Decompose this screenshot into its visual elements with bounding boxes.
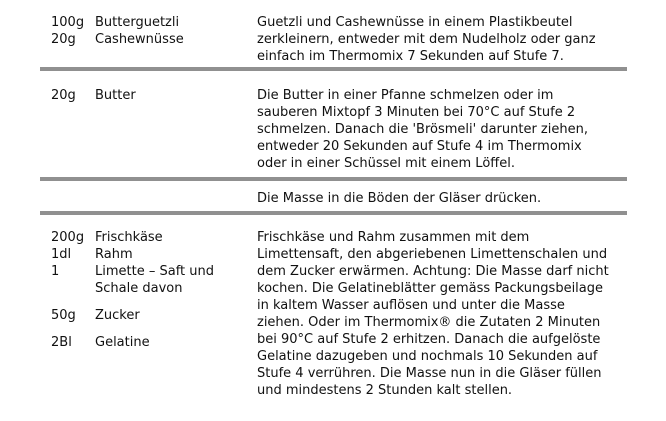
recipe-step-2 xyxy=(0,71,666,181)
ingredient-quantity: 100g xyxy=(51,15,85,30)
recipe-step-4 xyxy=(0,215,666,421)
step-instruction: Die Masse in die Böden der Gläser drücken. xyxy=(257,191,542,206)
ingredient-name: Frischkäse xyxy=(95,230,163,245)
ingredient-name: Cashewnüsse xyxy=(95,32,184,47)
ingredient-quantity: 20g xyxy=(51,32,76,47)
ingredient-quantity: 2Bl xyxy=(51,335,72,350)
step-instruction: Die Butter in einer Pfanne schmelzen oder im sauberen Mixtopf 3 Minuten bei 70°C auf Stufe 2 schmelzen. Danach die 'Brösmeli' darunter ziehen, entweder 20 Sekunden auf Stufe 4 im Thermomix oder in einer Schüssel mit einem Löffel. xyxy=(257,88,588,171)
ingredient-row xyxy=(51,263,251,297)
ingredient-name: Butterguetzli xyxy=(95,15,180,30)
ingredient-name: Zucker xyxy=(95,308,140,323)
ingredient-quantity: 1 xyxy=(51,264,60,279)
ingredient-name: Gelatine xyxy=(95,335,150,350)
step-instruction: Frischkäse und Rahm zusammen mit dem Limettensaft, den abgeriebenen Limettenschalen und dem Zucker erwärmen. Achtung: Die Masse darf nicht kochen. Die Gelatineblätter gemäss Packungsbeilage in kaltem Wasser auflösen und unter die Masse ziehen. Oder im Thermomix® die Zutaten 2 Minuten bei 90°C auf Stufe 2 erhitzen. Danach die aufgelöste Gelatine dazugeben und nochmals 10 Sekunden auf Stufe 4 verrühren. Die Masse nun in die Gläser füllen und mindestens 2 Stunden kalt stellen. xyxy=(257,230,609,398)
ingredient-quantity: 1dl xyxy=(51,247,72,262)
ingredient-row xyxy=(51,31,251,48)
recipe-step-3 xyxy=(0,181,666,215)
ingredient-list xyxy=(51,14,251,48)
ingredient-list xyxy=(51,87,251,104)
recipe-step-1 xyxy=(0,0,666,71)
ingredient-quantity: 20g xyxy=(51,88,76,103)
ingredient-row xyxy=(51,307,251,324)
ingredient-row xyxy=(51,229,251,246)
ingredient-row xyxy=(51,334,251,351)
ingredient-name: Rahm xyxy=(95,247,133,262)
ingredient-row xyxy=(51,87,251,104)
ingredient-quantity: 50g xyxy=(51,308,76,323)
ingredient-quantity: 200g xyxy=(51,230,85,245)
ingredient-name: Butter xyxy=(95,88,136,103)
ingredient-name: Limette – Saft und Schale davon xyxy=(95,264,214,296)
ingredient-row xyxy=(51,246,251,263)
ingredient-list xyxy=(51,229,251,351)
step-instruction: Guetzli und Cashewnüsse in einem Plastikbeutel zerkleinern, entweder mit dem Nudelholz oder ganz einfach im Thermomix 7 Sekunden auf Stufe 7. xyxy=(257,15,596,64)
ingredient-row xyxy=(51,14,251,31)
